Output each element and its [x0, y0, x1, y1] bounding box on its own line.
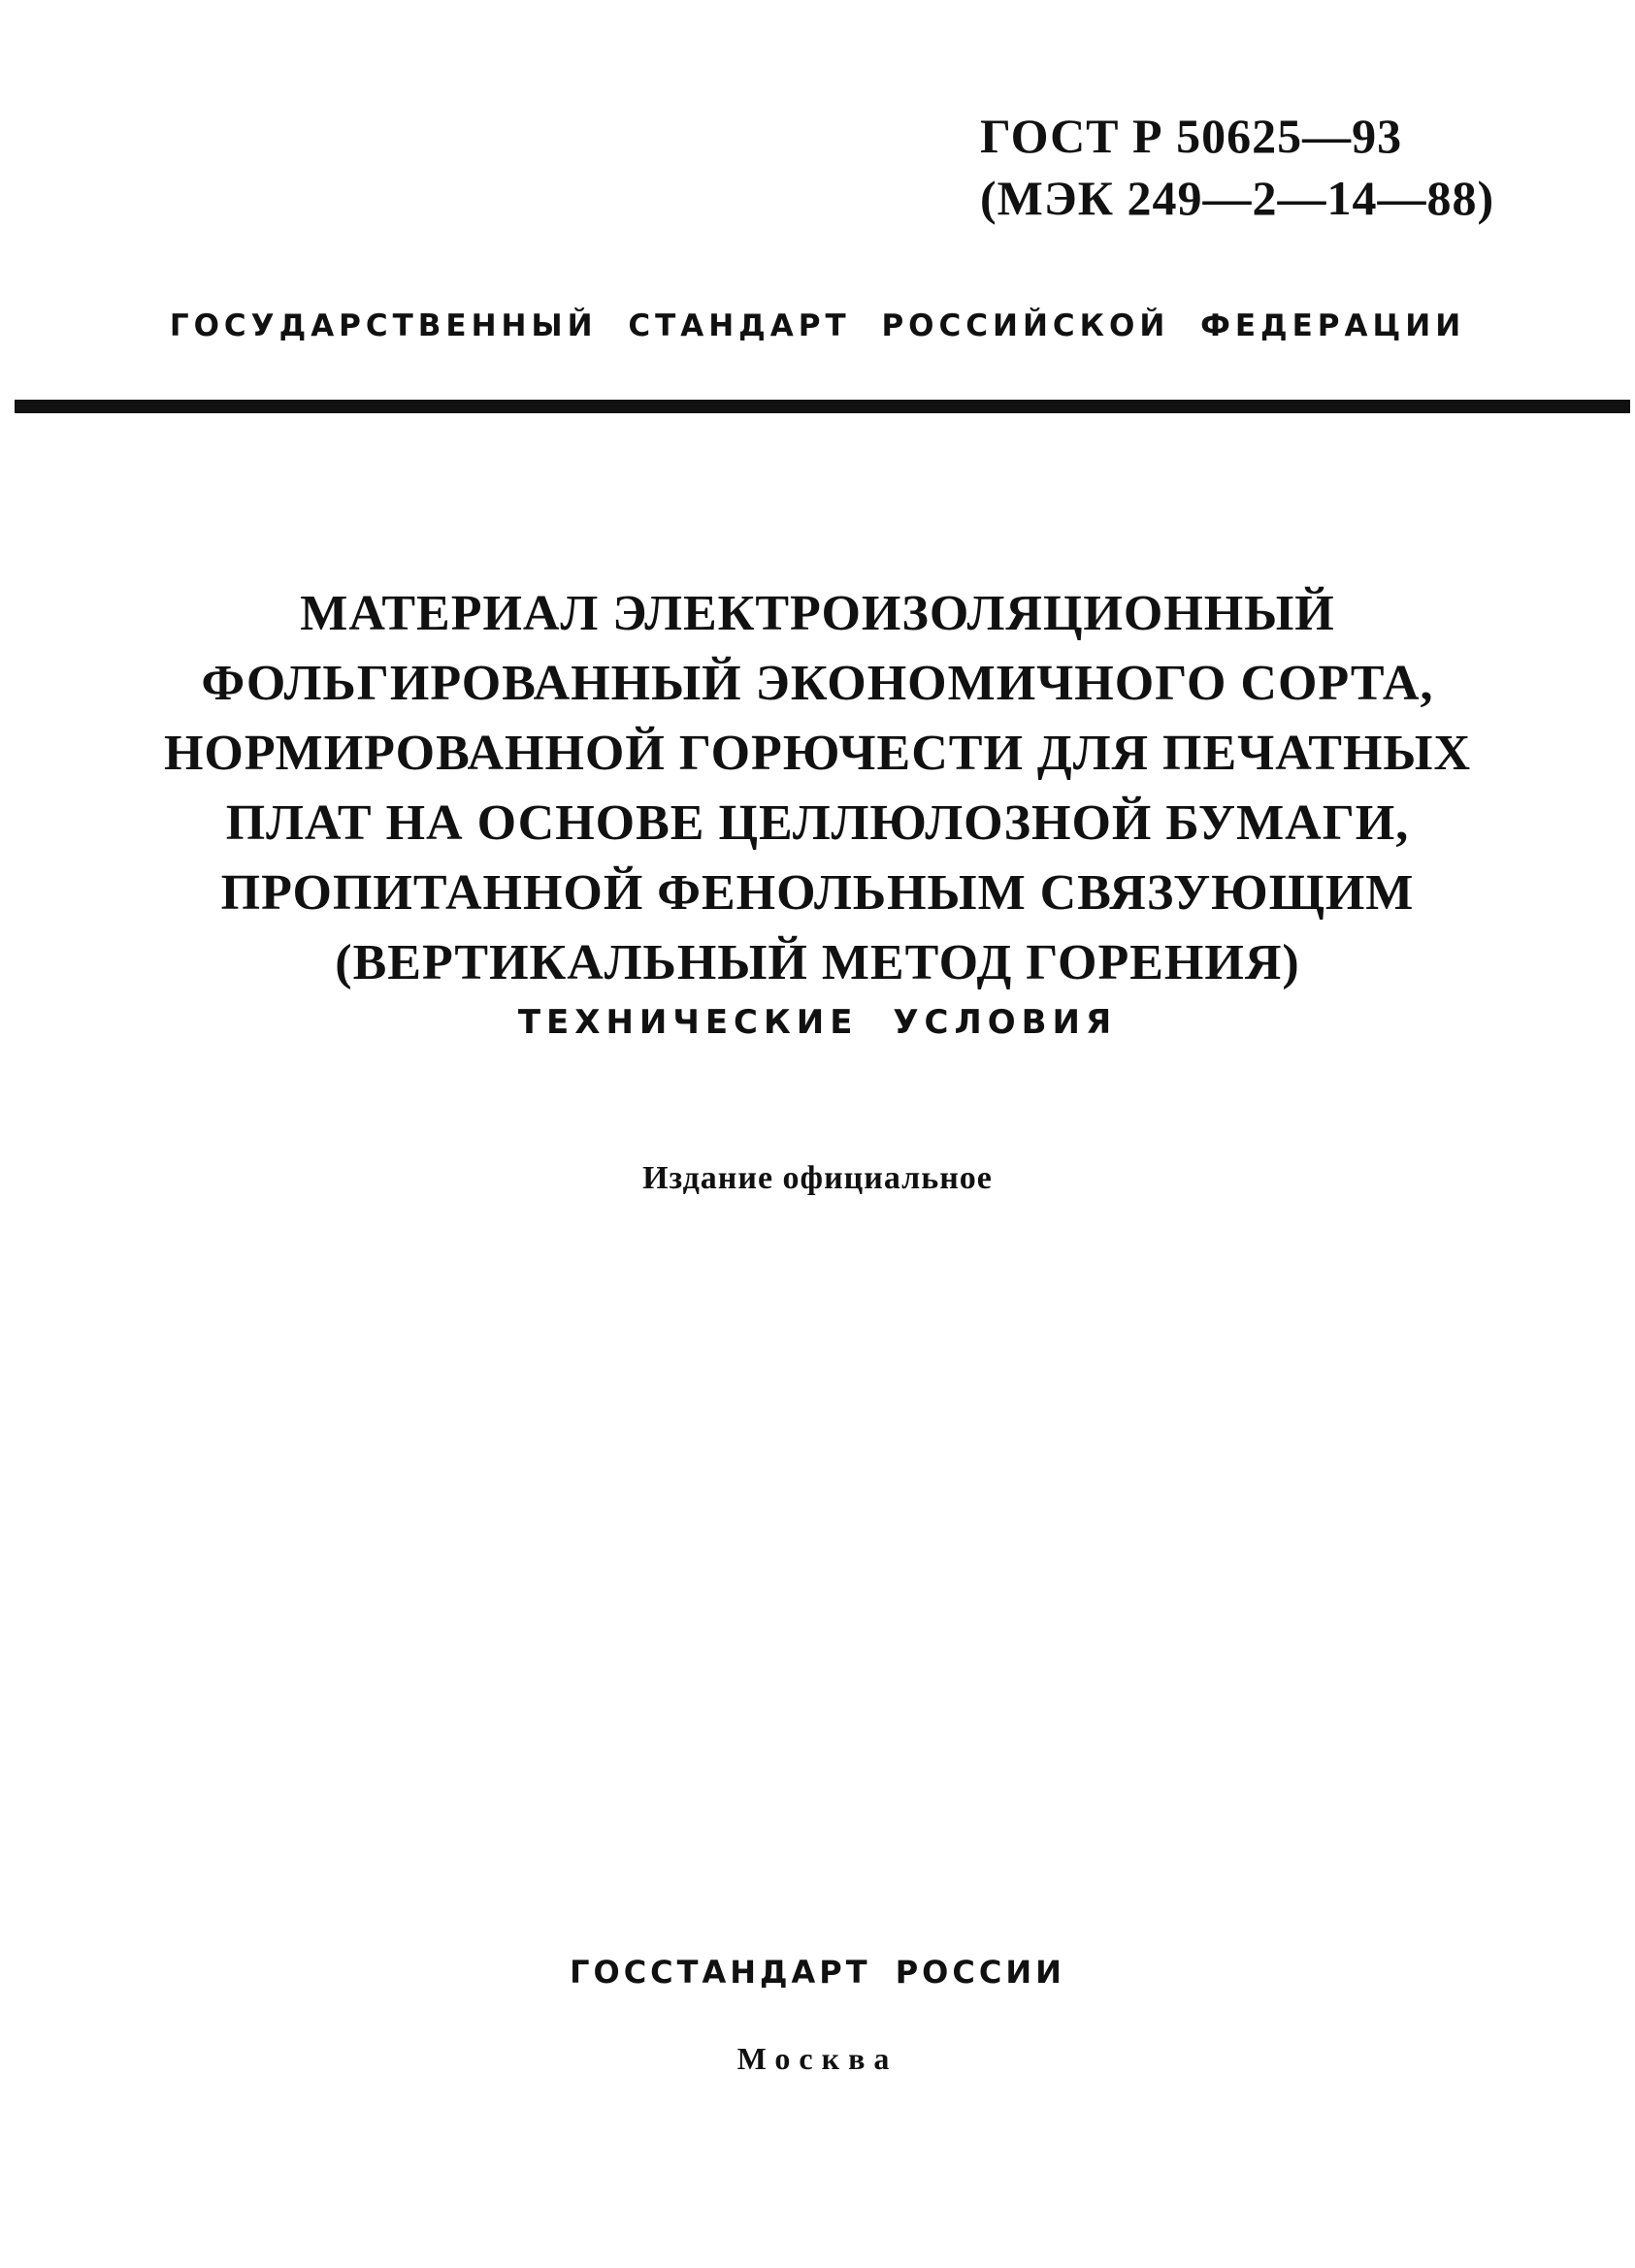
edition-note: Издание официальное: [642, 1160, 993, 1196]
title-line: ПРОПИТАННОЙ ФЕНОЛЬНЫМ СВЯЗУЮЩИМ: [220, 865, 1415, 921]
title-line: (ВЕРТИКАЛЬНЫЙ МЕТОД ГОРЕНИЯ): [335, 935, 1300, 990]
standard-designation: [980, 105, 1494, 229]
title-line: ФОЛЬГИРОВАННЫЙ ЭКОНОМИЧНОГО СОРТА,: [201, 656, 1434, 711]
document-subtitle: ТЕХНИЧЕСКИЕ УСЛОВИЯ: [517, 1003, 1118, 1042]
title-line: НОРМИРОВАННОЙ ГОРЮЧЕСТИ ДЛЯ ПЕЧАТНЫХ: [163, 726, 1472, 781]
standard-number: ГОСТ Р 50625—93: [980, 109, 1403, 163]
title-line: ПЛАТ НА ОСНОВЕ ЦЕЛЛЮЛОЗНОЙ БУМАГИ,: [225, 795, 1410, 851]
publication-city: Москва: [736, 2041, 899, 2076]
publisher: ГОССТАНДАРТ РОССИИ: [570, 1954, 1065, 1991]
iec-number: (МЭК 249—2—14—88): [980, 171, 1495, 225]
title-line: МАТЕРИАЛ ЭЛЕКТРОИЗОЛЯЦИОННЫЙ: [300, 586, 1335, 641]
document-title: [0, 579, 1635, 998]
heading-divider: [15, 400, 1630, 413]
state-standard-heading: ГОСУДАРСТВЕННЫЙ СТАНДАРТ РОССИЙСКОЙ ФЕДЕРАЦИИ: [169, 308, 1466, 343]
